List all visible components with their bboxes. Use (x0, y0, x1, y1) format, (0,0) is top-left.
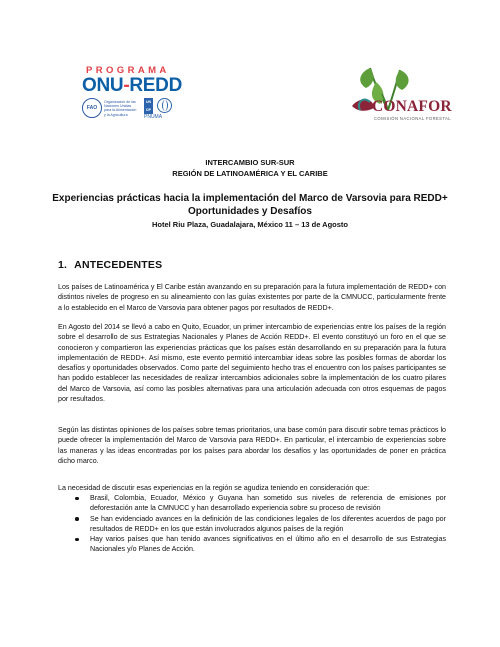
event-venue-date: Hotel Riu Plaza, Guadalajara, México 11 – 13 de Agosto (151, 220, 349, 229)
list-item-text: Hay varios países que han tenido avances significativos en el último año en el desarrollo de sus Estrategias Nacionales y/o Planes de Acción. (90, 535, 446, 554)
onu-redd-onu-text: ONU (82, 75, 124, 96)
paragraph-1: Los países de Latinoamérica y El Caribe están avanzando en su preparación para la futura implementación de REDD+ con distintos niveles de progreso en su alineamiento con las guías existentes por parte de la CMNUCC, particularmente frente a lo establecido en el Marco de Varsovia para obtener pagos por resultados de REDD+. (58, 283, 446, 312)
header-line-2: REGIÓN DE LATINOAMÉRICA Y EL CARIBE (172, 169, 328, 178)
paragraph-3: Según las distintas opiniones de los países sobre temas prioritarios, una base común para discutir sobre temas prácticos lo puede ofrecer la implementación del Marco de Varsovia para REDD+. En particular, el intercambio de experiencias sobre las maneras y las ideas encontradas por los países para abordar los desafíos y las oportunidades de poner en práctica dicho marco. (58, 426, 446, 465)
onu-redd-wordmark (82, 76, 192, 96)
un-globe-icon (157, 98, 172, 113)
bullet-dot-icon (75, 497, 79, 501)
bullet-dot-icon (75, 517, 79, 521)
fao-emblem-icon (82, 98, 102, 118)
fao-name-text: Organización de las Naciones Unidas para la Alimentación y la Agricultura (104, 100, 137, 117)
bullet-dot-icon (75, 538, 79, 542)
document-title-line-2: Oportunidades y Desafíos (188, 206, 312, 217)
conafor-logo (330, 58, 452, 130)
list-item-text: Se han evidenciado avances en la definición de las condiciones legales de los diferentes acuerdos de pago por resultados de REDD+ en los que están involucrados algunos países de la región (90, 514, 446, 533)
onu-redd-partner-logos (82, 98, 192, 118)
section-title-text: ANTECEDENTES (74, 259, 163, 271)
list-item-text: Brasil, Colombia, Ecuador, México y Guyana han sometido sus niveles de referencia de emisiones por deforestación ante la CMNUCC y han desarrollado experiencia sobre su proceso de revisión (90, 494, 446, 513)
document-title-line-1: Experiencias prácticas hacia la implementación del Marco de Varsovia para REDD+ (52, 193, 448, 204)
fao-initials: FAO (86, 105, 98, 111)
onu-redd-programa-text: PROGRAMA (86, 65, 170, 76)
paragraph-2: En Agosto del 2014 se llevó a cabo en Quito, Ecuador, un primer intercambio de experiencias entre los países de la región sobre el desarrollo de sus Estrategias Nacionales y Planes de Acción REDD+. El evento constituyó un foro en el que se conocieron y compartieron las experiencias prácticas que los países están desarrollando en su preparación para la futura implementación de REDD+. Así mismo, este evento permitió intercambiar ideas sobre las posibles formas de abordar los desafíos y oportunidades observados. Como parte del seguimiento hecho tras el encuentro con los países participantes se han podido establecer las necesidades de realizar intercambios adicionales sobre la implementación de los cuatro pilares del Marco de Varsovia, así como las posibles alternativas para una articulación adecuada con otros esquemas de pagos por resultados. (58, 323, 446, 404)
pnuma-text: PNUMA (144, 114, 163, 120)
pnud-logo-icon: UN DP (145, 100, 152, 112)
onu-redd-dash: - (123, 75, 130, 96)
section-heading (58, 259, 162, 271)
list-item (58, 493, 446, 514)
conafor-wordmark: CONAFOR (372, 98, 452, 115)
bullet-list (58, 493, 446, 555)
paragraph-4: La necesidad de discutir esas experiencias en la región se agudiza teniendo en consideración que: (58, 484, 370, 492)
list-item (58, 534, 446, 555)
header-line-1: INTERCAMBIO SUR-SUR (205, 158, 295, 167)
conafor-subtitle: COMISIÓN NACIONAL FORESTAL (374, 116, 451, 121)
onu-redd-redd-text: REDD (129, 75, 182, 96)
onu-redd-logo (82, 66, 192, 128)
list-item (58, 514, 446, 535)
section-number: 1. (58, 259, 68, 271)
